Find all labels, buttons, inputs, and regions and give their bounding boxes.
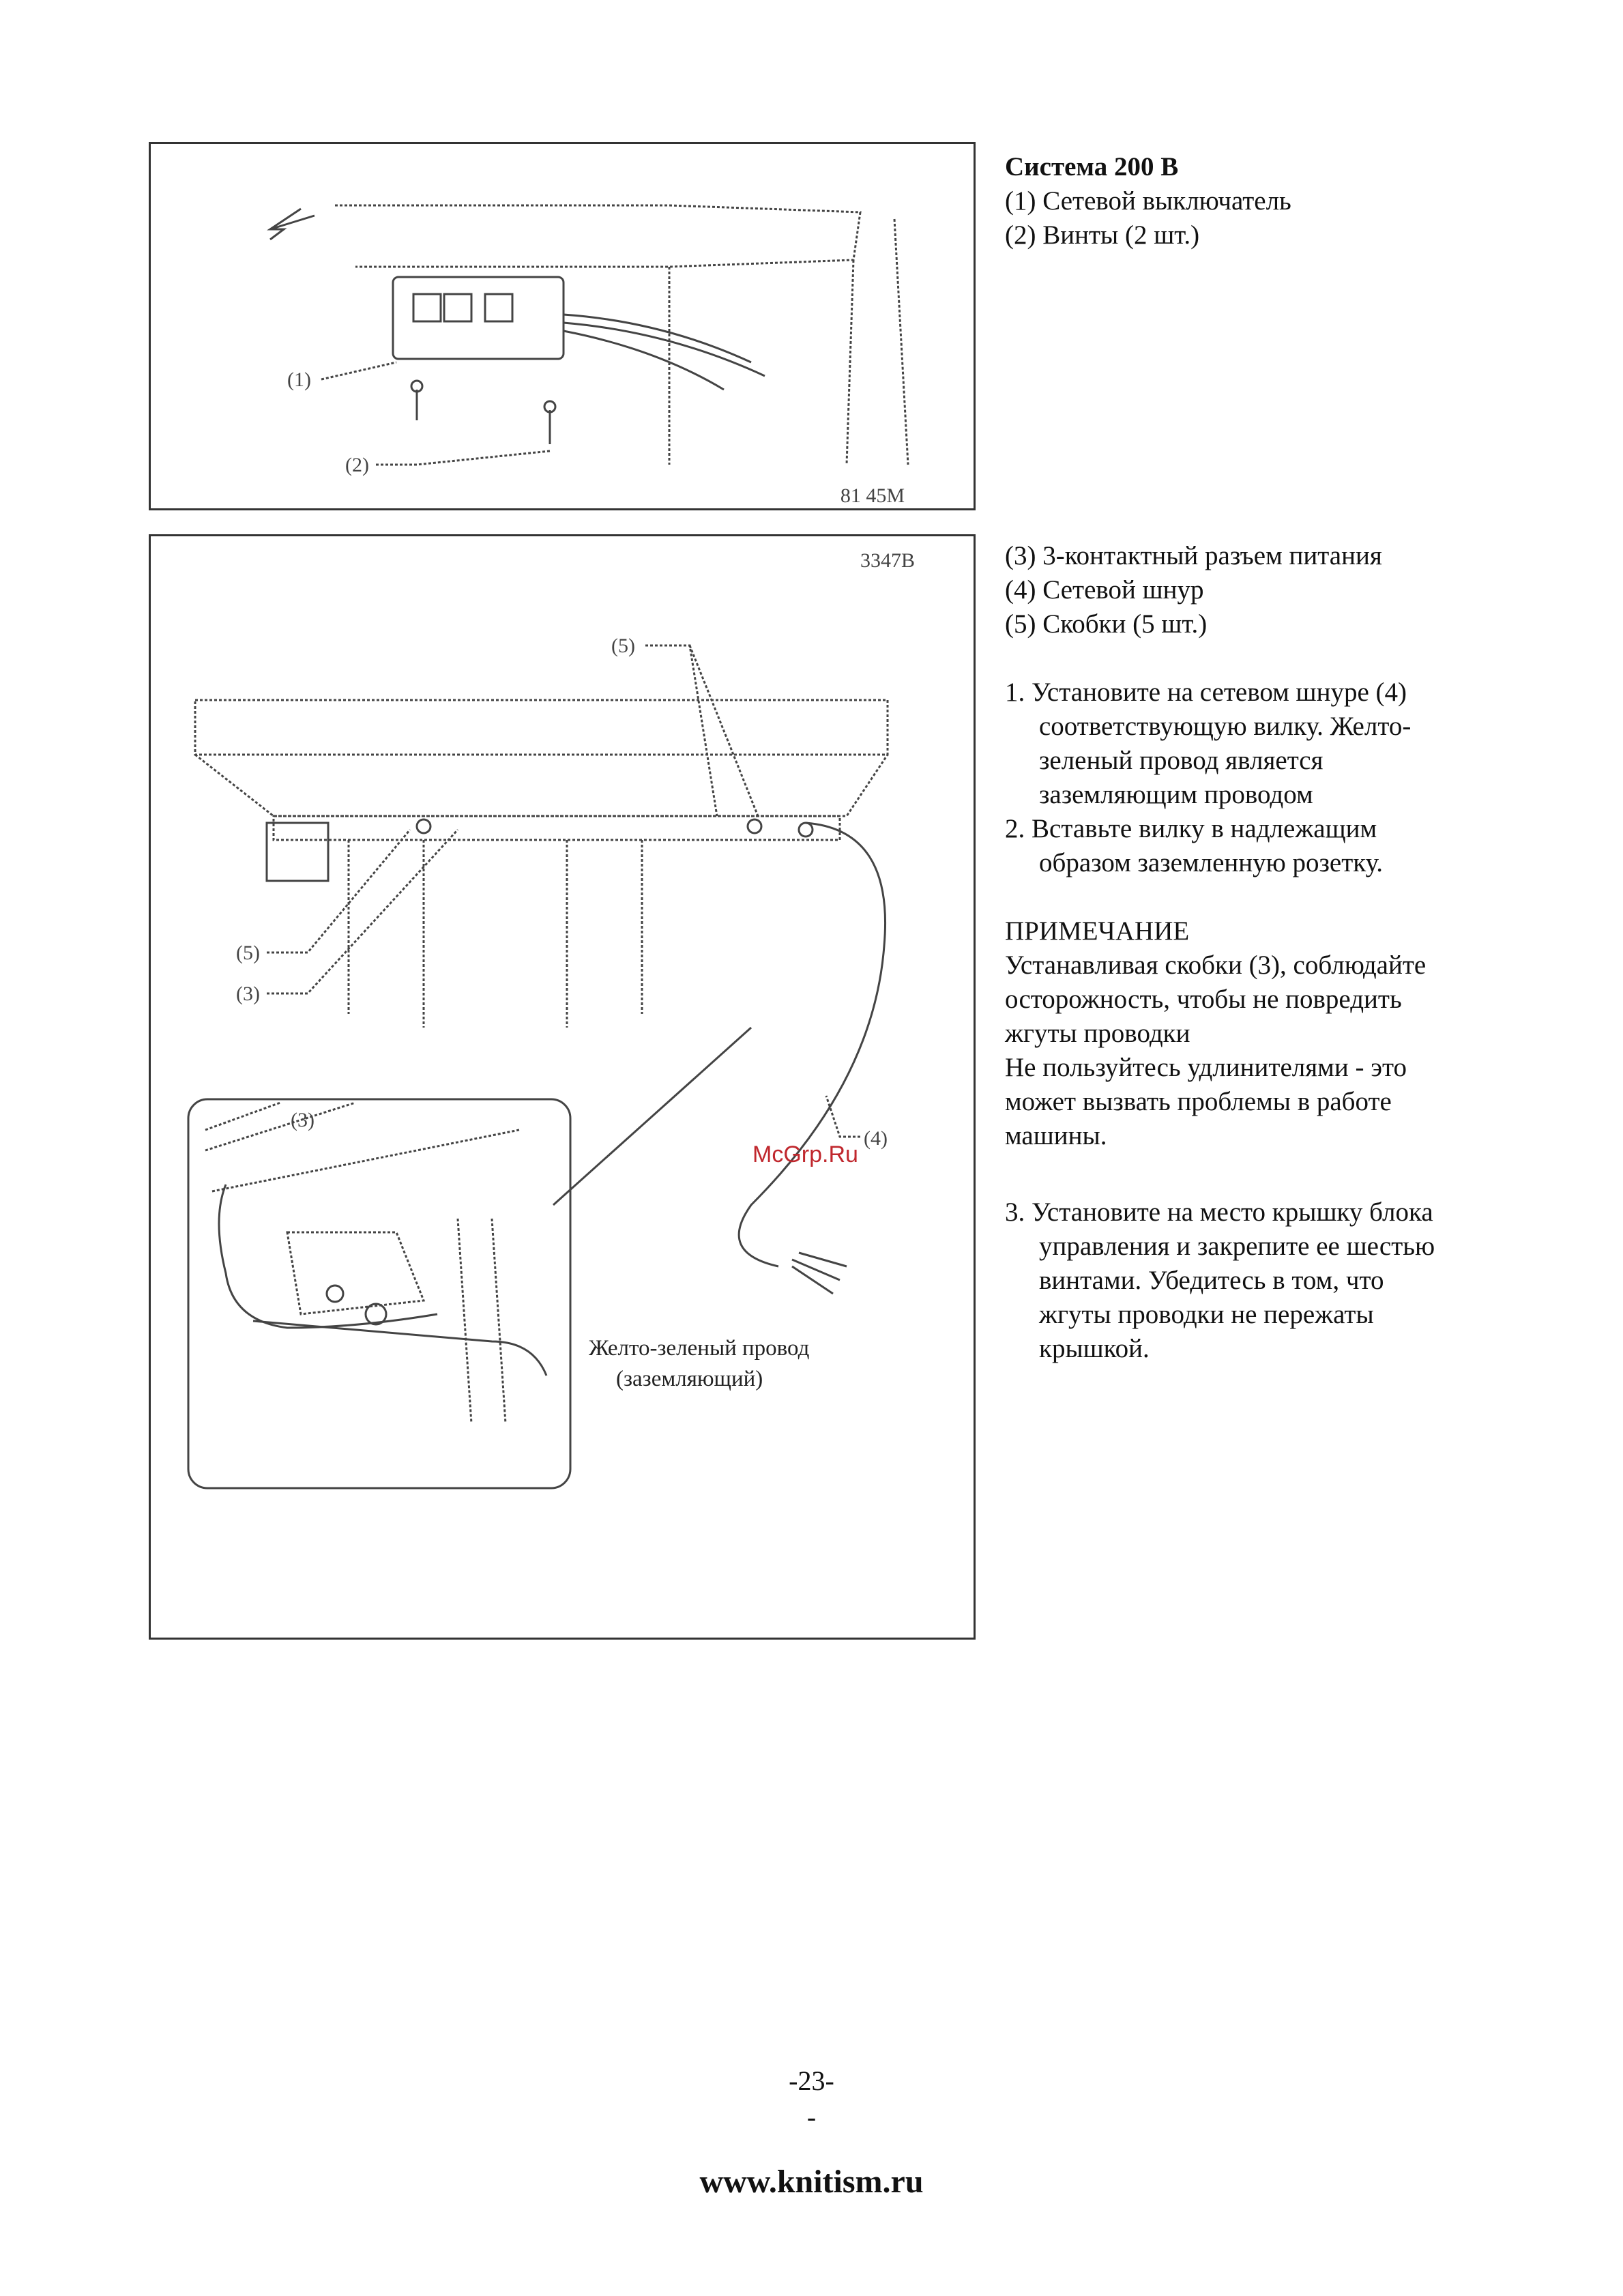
- item-cord: (4) Сетевой шнур: [1005, 575, 1204, 605]
- step-3: 3. Установите на место крышку блока: [1005, 1197, 1433, 1227]
- steps-1-2: 1. Установите на сетевом шнуре (4) соответствующую вилку. Желто- зеленый провод является заземляющим проводом 2. Вставьте вилку в надлежащим образом заземленную розетку.: [1005, 675, 1411, 880]
- figure-power-switch: [149, 142, 976, 510]
- figure-code: 3347B: [860, 549, 915, 572]
- caption-ground-wire-note: (заземляющий): [616, 1367, 763, 1391]
- label-screws: (2): [345, 454, 369, 476]
- website-link[interactable]: www.knitism.ru: [699, 2164, 924, 2200]
- watermark: McGrp.Ru: [752, 1142, 858, 1167]
- label-inset-connector: (3): [291, 1109, 315, 1131]
- item-switch: (1) Сетевой выключатель: [1005, 186, 1291, 216]
- label-brackets-left: (5): [236, 942, 260, 964]
- label-cord: (4): [864, 1127, 888, 1150]
- item-screws: (2) Винты (2 шт.): [1005, 220, 1200, 250]
- page-number: -23-: [789, 2065, 834, 2096]
- label-brackets-top: (5): [611, 635, 635, 657]
- label-connector: (3): [236, 983, 260, 1005]
- page-dash: -: [806, 2102, 817, 2132]
- section-cord: [1005, 539, 1382, 641]
- step-2: 2. Вставьте вилку в надлежащим: [1005, 814, 1377, 843]
- figure-code: 81 45M: [840, 484, 905, 507]
- section-title: Система 200 В: [1005, 152, 1179, 181]
- note-title: ПРИМЕЧАНИЕ: [1005, 916, 1190, 946]
- step-3-block: 3. Установите на место крышку блока управления и закрепите ее шестью винтами. Убедитесь в том, что жгуты проводки не пережаты крышкой.: [1005, 1195, 1435, 1366]
- power-switch-illustration: [151, 144, 974, 508]
- section-200v: [1005, 150, 1291, 252]
- step-1: 1. Установите на сетевом шнуре (4): [1005, 678, 1407, 707]
- figure-power-cord: [149, 534, 976, 1640]
- caption-ground-wire: Желто-зеленый провод: [589, 1336, 810, 1361]
- item-brackets: (5) Скобки (5 шт.): [1005, 609, 1208, 639]
- label-switch: (1): [287, 368, 311, 391]
- power-cord-illustration: [151, 536, 974, 1638]
- item-connector: (3) 3-контактный разъем питания: [1005, 541, 1382, 570]
- inset-detail: [188, 1099, 570, 1488]
- note: ПРИМЕЧАНИЕ Устанавливая скобки (3), соблюдайте осторожность, чтобы не повредить жгуты проводки Не пользуйтесь удлинителями - это может вызвать проблемы в работе машины.: [1005, 914, 1426, 1153]
